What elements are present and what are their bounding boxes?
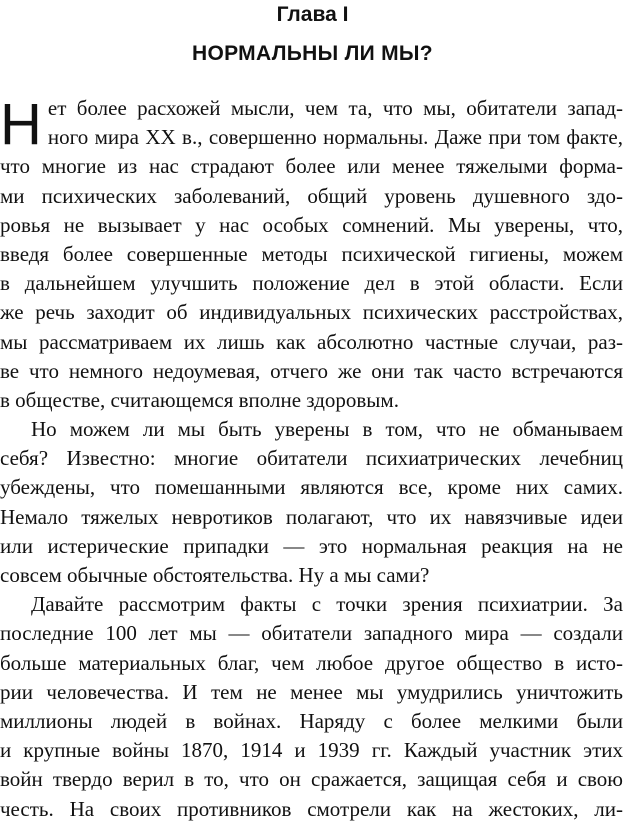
text-line: рии человечества. И тем не менее мы умудрились уничтожить <box>0 679 623 704</box>
text-line: ровья не вызывает у нас особых сомнений. Мы уверены, что, <box>0 212 623 237</box>
text-line: больше материальных благ, чем любое другое общество в исто- <box>0 650 623 675</box>
text-line: Но можем ли мы быть уверены в том, что не обманываем <box>31 417 623 442</box>
text-line: убеждены, что помешанными являются все, кроме них самих. <box>0 475 623 500</box>
text-line: честь. На своих противников смотрели как на жестоких, ли- <box>0 796 623 821</box>
chapter-label: Глава I <box>276 3 349 26</box>
text-line: в дальнейшем улучшить положение дел в этой области. Если <box>0 271 623 296</box>
paragraph-2 <box>0 415 623 590</box>
body-text <box>0 94 623 824</box>
text-line: Давайте рассмотрим факты с точки зрения психиатрии. За <box>31 592 623 617</box>
text-line: что многие из нас страдают более или менее тяжелыми форма- <box>0 154 623 179</box>
paragraph-1 <box>0 94 623 415</box>
text-line: себя? Известно: многие обитатели психиатрических лечебниц <box>0 446 623 471</box>
text-line: в обществе, считающемся вполне здоровым. <box>0 387 399 412</box>
text-line: ми психических заболеваний, общий уровень душевного здо- <box>0 183 623 208</box>
text-line: мы рассматриваем их лишь как абсолютно частные случаи, раз- <box>0 329 623 354</box>
text-line: ве что немного недоумевая, отчего же они так часто встречаются <box>0 358 623 383</box>
text-line: и крупные войны 1870, 1914 и 1939 гг. Каждый участник этих <box>0 738 623 763</box>
text-line: войн твердо верил в то, что он сражается, защищая себя и свою <box>0 767 623 792</box>
text-line: Немало тяжелых невротиков полагают, что их навязчивые идеи <box>0 504 623 529</box>
text-line: ет более расхожей мысли, чем та, что мы, обитатели запад- <box>47 96 623 120</box>
text-line: или истерические припадки — это нормальная реакция на не <box>0 533 623 558</box>
text-line: последние 100 лет мы — обитатели западного мира — создали <box>0 621 623 646</box>
text-line: ного мира XX в., совершенно нормальны. Даже при том факте, <box>47 125 623 150</box>
text-line: же речь заходит об индивидуальных психических расстройствах, <box>0 300 623 325</box>
text-line: совсем обычные обстоятельства. Ну а мы сами? <box>0 563 430 587</box>
text-line: миллионы людей в войнах. Наряду с более мелкими были <box>0 708 623 733</box>
drop-cap: Н <box>0 92 42 157</box>
text-line: введя более совершенные методы психической гигиены, можем <box>0 241 623 266</box>
chapter-title: НОРМАЛЬНЫ ЛИ МЫ? <box>192 42 433 65</box>
paragraph-3 <box>0 590 623 824</box>
